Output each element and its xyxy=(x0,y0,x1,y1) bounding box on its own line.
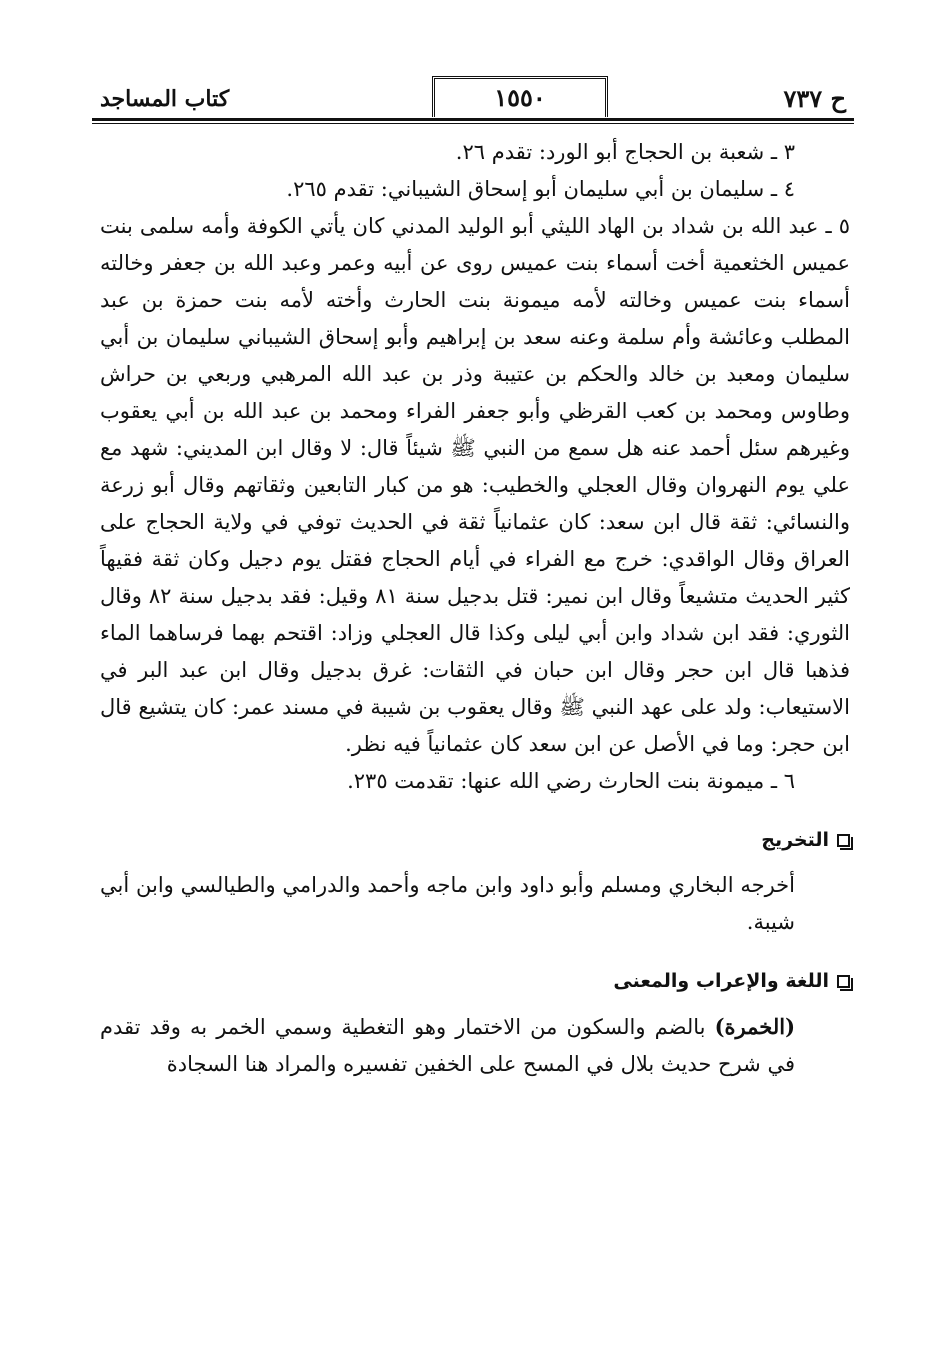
square-bullet-icon xyxy=(837,834,850,847)
lugha-text: بالضم والسكون من الاختمار وهو التغطية وسمي الخمر به وقد تقدم في شرح حديث بلال في المسح على الخفين تفسيره والمراد هنا السجادة xyxy=(100,1015,795,1076)
page-header xyxy=(92,72,854,120)
narrator-5: ٥ ـ عبد الله بن شداد بن الهاد الليثي أبو الوليد المدني كان يأتي الكوفة وأمه سلمى بنت عميس الخثعمية أخت أسماء بنت عميس روى عن أبيه وعمر وعبد الله بن جعفر وخالته أسماء بنت عميس وخالته لأمه ميمونة بنت الحارث وأخته لأمه بنت حمزة بن عبد المطلب وعائشة وأم سلمة وعنه سعد بن إبراهيم وأبو إسحاق الشيباني سليمان بن أبي سليمان ومعبد بن خالد والحكم بن عتيبة وذر بن عبد الله المرهبي وربعي بن حراش وطاوس ومحمد بن كعب القرظي وأبو جعفر الفراء ومحمد بن عبد الله بن أبي يعقوب وغيرهم سئل أحمد عنه هل سمع من النبي ﷺ شيئاً قال: لا وقال ابن المديني: شهد مع علي يوم النهروان وقال العجلي والخطيب: هو من كبار التابعين وثقاتهم وقال أبو زرعة والنسائي: ثقة قال ابن سعد: كان عثمانياً ثقة في الحديث توفي في ولاية الحجاج على العراق وقال الواقدي: خرج مع الفراء في أيام الحجاج فقتل يوم دجيل وكان ثقة فقيهاً كثير الحديث متشيعاً وقال ابن نمير: قتل بدجيل سنة ٨١ وقيل: فقد بدجيل سنة ٨٢ وقال الثوري: فقد ابن شداد وابن أبي ليلى وكذا قال العجلي وزاد: اقتحم بهما فرساهما الماء فذهبا قال ابن حجر وقال ابن حبان في الثقات: غرق بدجيل وقال ابن عبد البر في الاستيعاب: ولد على عهد النبي ﷺ وقال يعقوب بن شيبة في مسند عمر: كان يتشيع قال ابن حجر: وما في الأصل عن ابن سعد كان عثمانياً فيه نظر. xyxy=(100,214,850,756)
header-rule-thin xyxy=(92,123,854,124)
square-bullet-icon xyxy=(837,975,850,988)
takhrij-heading xyxy=(100,822,850,859)
book-title: كتاب المساجد xyxy=(100,86,230,112)
narrator-4: ٤ ـ سليمان بن أبي سليمان أبو إسحاق الشيباني: تقدم ٢٦٥. xyxy=(286,177,795,201)
lugha-heading-text: اللغة والإعراب والمعنى xyxy=(613,970,829,992)
narrator-3: ٣ ـ شعبة بن الحجاج أبو الورد: تقدم ٢٦. xyxy=(455,140,795,164)
takhrij-heading-text: التخريج xyxy=(761,829,829,851)
header-rule xyxy=(92,118,854,121)
narrator-6: ٦ ـ ميمونة بنت الحارث رضي الله عنها: تقدمت ٢٣٥. xyxy=(347,769,795,793)
page-content xyxy=(100,134,850,1083)
hadith-number-box: ١٥٥٠ xyxy=(432,76,608,117)
takhrij-text: أخرجه البخاري ومسلم وأبو داود وابن ماجه وأحمد والدرامي والطيالسي وابن أبي شيبة. xyxy=(100,873,795,934)
lugha-heading xyxy=(100,963,850,1000)
page-reference: ح ٧٣٧ xyxy=(783,84,846,113)
lugha-paragraph xyxy=(100,1008,850,1083)
lugha-term: (الخمرة) xyxy=(714,1014,795,1039)
